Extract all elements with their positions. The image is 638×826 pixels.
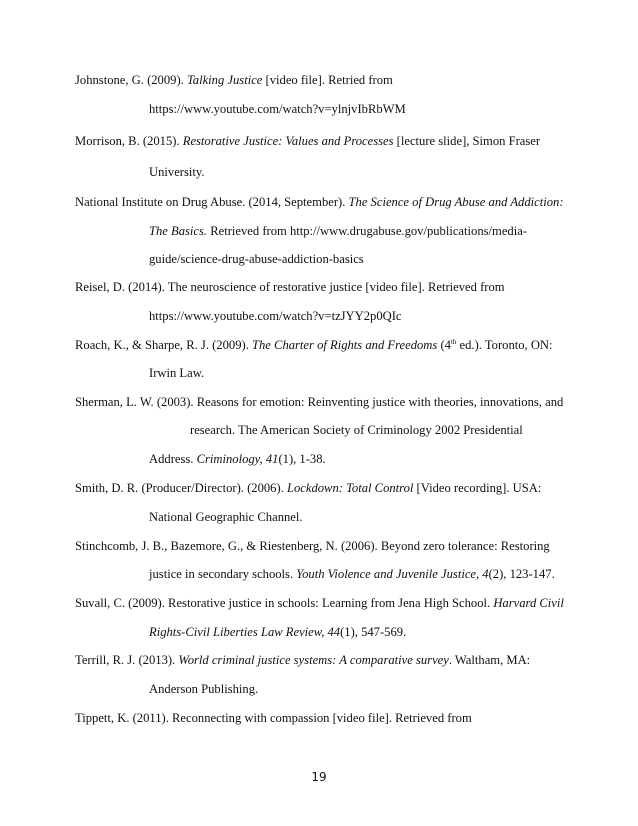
- reference-nida-url[interactable]: guide/science-drug-abuse-addiction-basics: [149, 252, 364, 266]
- reference-reisel: Reisel, D. (2014). The neuroscience of restorative justice [video file]. Retrieved from: [75, 280, 505, 294]
- reference-sherman-cont2: Address. Criminology, 41(1), 1-38.: [149, 452, 326, 466]
- reference-roach-cont: Irwin Law.: [149, 366, 205, 380]
- reference-terrill-cont: Anderson Publishing.: [149, 682, 259, 696]
- reference-sherman-cont: research. The American Society of Criminology 2002 Presidential: [190, 423, 523, 437]
- reference-suvall-cont: Rights-Civil Liberties Law Review, 44(1), 547-569.: [149, 625, 407, 639]
- reference-smith: Smith, D. R. (Producer/Director). (2006). Lockdown: Total Control [Video recording]. USA:: [75, 481, 542, 495]
- page-number: 19: [311, 770, 327, 784]
- reference-smith-cont: National Geographic Channel.: [149, 510, 303, 524]
- reference-suvall: Suvall, C. (2009). Restorative justice in schools: Learning from Jena High School. Harvard Civil: [75, 596, 564, 610]
- reference-terrill: Terrill, R. J. (2013). World criminal justice systems: A comparative survey. Waltham, MA:: [75, 653, 531, 667]
- reference-tippett: Tippett, K. (2011). Reconnecting with compassion [video file]. Retrieved from: [75, 711, 472, 725]
- reference-nida-cont: The Basics. Retrieved from http://www.drugabuse.gov/publications/media-: [149, 224, 527, 238]
- reference-stinchcomb: Stinchcomb, J. B., Bazemore, G., & Riestenberg, N. (2006). Beyond zero tolerance: Restoring: [75, 539, 550, 553]
- reference-johnstone-url[interactable]: https://www.youtube.com/watch?v=ylnjvIbRbWM: [149, 102, 406, 116]
- reference-reisel-url[interactable]: https://www.youtube.com/watch?v=tzJYY2p0QIc: [149, 309, 402, 323]
- reference-stinchcomb-cont: justice in secondary schools. Youth Violence and Juvenile Justice, 4(2), 123-147.: [149, 567, 555, 581]
- reference-nida: National Institute on Drug Abuse. (2014, September). The Science of Drug Abuse and Addiction:: [75, 195, 564, 209]
- reference-roach: Roach, K., & Sharpe, R. J. (2009). The Charter of Rights and Freedoms (4th ed.). Toronto, ON:: [75, 338, 553, 352]
- reference-sherman: Sherman, L. W. (2003). Reasons for emotion: Reinventing justice with theories, innovations, and: [75, 395, 564, 409]
- reference-johnstone: Johnstone, G. (2009). Talking Justice [video file]. Retried from: [75, 73, 393, 87]
- reference-morrison: Morrison, B. (2015). Restorative Justice: Values and Processes [lecture slide], Simon Fraser: [75, 134, 541, 148]
- reference-morrison-cont: University.: [149, 165, 205, 179]
